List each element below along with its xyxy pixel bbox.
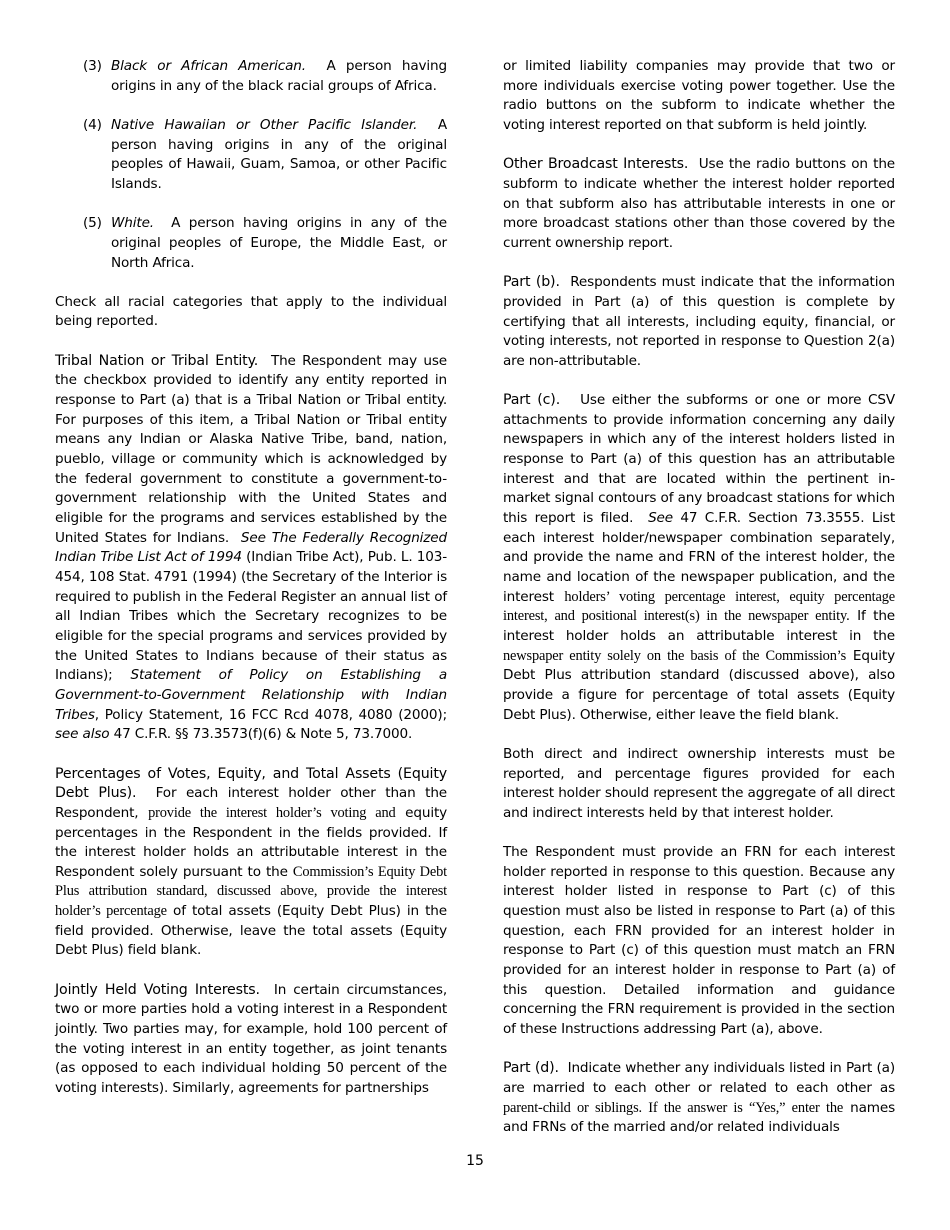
item-number: (3) — [83, 58, 102, 74]
part-c-see: See — [648, 510, 673, 527]
race-item-5 — [55, 214, 447, 273]
jointly-continued: or limited liability companies may provide that two or more individuals exercise voting power together. Use the radio buttons on the subform to indicate whether the voting interest reported on that subform is held jointly. — [503, 58, 895, 133]
race-item-4 — [55, 116, 447, 195]
left-column — [55, 57, 447, 1118]
part-b-text: Respondents must indicate that the information provided in Part (a) of this question is complete by certifying that all interests, including equity, financial, or voting interests, not reported in response to Question 2(a) are non-attributable. — [503, 274, 895, 369]
tribal-text-3: , Policy Statement, 16 FCC Rcd 4078, 4080 (2000); — [94, 706, 447, 723]
check-all-paragraph: Check all racial categories that apply to the individual being reported. — [55, 293, 447, 330]
other-broadcast-text: Use the radio buttons on the subform to indicate whether the interest holder reported on that subform also has attributable interests in one or more broadcast stations other than those covered by the current ownership report. — [503, 156, 896, 251]
percentages-text-2: provide the interest holder’s voting and — [148, 804, 396, 821]
race-definition: A person having origins in any of the original peoples of Hawaii, Guam, Samoa, or other Pacific Islands. — [111, 116, 448, 192]
other-broadcast-heading: Other Broadcast Interests. — [503, 156, 689, 173]
other-broadcast-paragraph — [503, 155, 895, 253]
tribal-text-4: 47 C.F.R. §§ 73.3573(f)(6) & Note 5, 73.7000. — [113, 726, 413, 743]
policy-citation: Statement of Policy on Establishing a Government-to-Government Relationship with Indian Tribes — [55, 667, 447, 723]
race-term: White. — [111, 215, 154, 232]
race-term: Native Hawaiian or Other Pacific Islander. — [111, 116, 418, 133]
item-number: (4) — [83, 116, 102, 133]
tribal-text: The Respondent may use the checkbox provided to identify any entity reported in response to Part (a) that is a Tribal Nation or Tribal entity. For purposes of this item, a Tribal Nation or Tribal entity means any Indian or Alaska Native Tribe, band, nation, pueblo, village or community which is acknowledged by the federal government to constitute a government-to-government relationship with the United States and eligible for the programs and services established by the United States for Indians. — [55, 352, 447, 546]
part-c-text-6: Equity Debt Plus attribution standard (discussed above), also provide a figure for percentage of total assets (Equity Debt Plus). Otherwise, either leave the field blank. — [503, 647, 896, 723]
part-c-text-3: holders’ voting percentage interest, equity percentage interest, and positional interest(s) in the newspaper entity. — [503, 588, 895, 625]
percentages-text-1: For each interest holder other than the Respondent, — [55, 785, 447, 821]
part-d-text-3: names and FRNs of the married and/or related individuals — [503, 1099, 896, 1136]
right-column — [503, 57, 895, 1158]
part-d-heading: Part (d). — [503, 1060, 559, 1077]
race-definition: A person having origins in any of the original peoples of Europe, the Middle East, or North Africa. — [111, 215, 447, 271]
race-term: Black or African American. — [111, 58, 306, 74]
jointly-text: In certain circumstances, two or more parties hold a voting interest in a Respondent jointly. Two parties may, for example, hold 100 percent of the voting interest in an entity together, as joint tenants (as opposed to each individual holding 50 percent of the voting interests). Similarly, agreements for partnerships — [55, 981, 448, 1097]
page-number: 15 — [466, 1153, 484, 1169]
tribal-paragraph — [55, 352, 447, 745]
percentages-text-4: Commission’s Equity Debt Plus attribution standard, discussed above, provide the interest holder’s percentage — [55, 863, 448, 920]
jointly-heading: Jointly Held Voting Interests. — [55, 981, 260, 998]
part-c-paragraph — [503, 391, 895, 725]
item-number: (5) — [83, 215, 102, 232]
part-d-paragraph — [503, 1059, 895, 1138]
race-item-3 — [55, 57, 447, 96]
tribal-citation: See The Federally Recognized Indian Tribe List Act of 1994 — [55, 529, 447, 566]
part-c-text-5: newspaper entity solely on the basis of the Commission’s — [503, 647, 847, 664]
part-b-heading: Part (b). — [503, 274, 560, 291]
part-c-text-1: Use either the subforms or one or more CSV attachments to provide information concerning any daily newspapers in which any of the interest holders listed in response to Part (a) of this question has an attributable interest and that are located within the pertinent in-market signal contours of any broadcast stations for which this report is filed. — [503, 392, 895, 527]
part-d-text-2: parent-child or siblings. If the answer is “Yes,” enter the — [503, 1099, 844, 1116]
race-definition: A person having origins in any of the black racial groups of Africa. — [111, 58, 447, 94]
part-c-text-2: 47 C.F.R. Section 73.3555. List each interest holder/newspaper combination separately, and provide the name and FRN of the interest holder, the name and location of the newspaper publication, and the interest — [503, 510, 896, 605]
jointly-paragraph — [55, 981, 447, 1099]
tribal-heading: Tribal Nation or Tribal Entity. — [55, 352, 259, 369]
see-also: see also — [55, 726, 110, 743]
part-d-text-1: Indicate whether any individuals listed in Part (a) are married to each other or related to each other as — [503, 1060, 895, 1097]
tribal-text-2: (Indian Tribe Act), Pub. L. 103-454, 108 Stat. 4791 (1994) (the Secretary of the Interior is required to publish in the Federal Register an annual list of all Indian Tribes which the Secretary recognizes to be eligible for the special programs and services provided by the United States to Indians because of their status as Indians); — [55, 549, 447, 684]
direct-indirect-paragraph: Both direct and indirect ownership interests must be reported, and percentage figures provided for each interest holder should represent the aggregate of all direct and indirect interests held by that interest holder. — [503, 745, 895, 821]
part-c-text-4: If the interest holder holds an attributable interest in the — [503, 608, 896, 644]
frn-paragraph: The Respondent must provide an FRN for each interest holder reported in response to this question. Because any interest holder listed in response to Part (c) of this question must also be listed in response to Part (a) of this question, each FRN provided for an interest holder in response to Part (c) of this question must match an FRN provided for an interest holder in response to Part (a) of this question. Detailed information and guidance concerning the FRN requirement is provided in the section of these Instructions addressing Part (a), above. — [503, 844, 895, 1038]
percentages-text-5: of total assets (Equity Debt Plus) in the field provided. Otherwise, leave the total assets (Equity Debt Plus) field blank. — [55, 903, 447, 959]
percentages-heading: Percentages of Votes, Equity, and Total Assets (Equity Debt Plus). — [55, 765, 447, 802]
percentages-text-3: equity percentages in the Respondent in the fields provided. If the interest holder holds an attributable interest in the Respondent solely pursuant to the — [55, 804, 448, 880]
part-b-paragraph — [503, 273, 895, 371]
percentages-paragraph — [55, 765, 447, 962]
part-c-heading: Part (c). — [503, 392, 561, 409]
